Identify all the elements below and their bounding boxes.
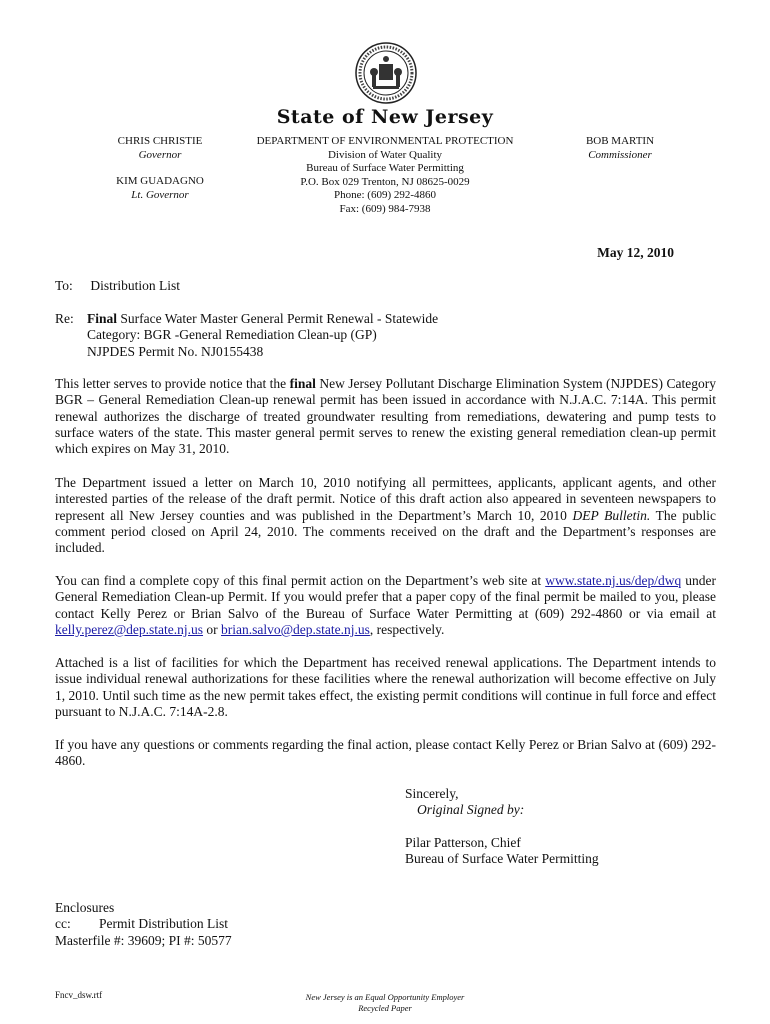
- cc-value: Permit Distribution List: [99, 916, 229, 932]
- paragraph-2: The Department issued a letter on March 10, 2010 notifying all permittees, applicants, applicant agents, and other interested parties of the release of the draft permit. Notice of this draft action also appeared in seventeen newspapers to represent all New Jersey counties and was published in the Department’s March 10, 2010 DEP Bulletin. The public comment period closed on April 24, 2010. The comments received on the draft and the Department’s responses are included.: [55, 475, 716, 556]
- commissioner-title: Commissioner: [588, 148, 652, 161]
- fax: Fax: (609) 984-7938: [339, 202, 431, 215]
- to-line: [55, 278, 180, 294]
- lt-governor-name: KIM GUADAGNO: [116, 175, 204, 187]
- letterhead-center: [235, 135, 535, 216]
- dwq-website-link[interactable]: www.state.nj.us/dep/dwq: [545, 573, 682, 588]
- to-label: To:: [55, 278, 73, 293]
- governor-title: Governor: [138, 148, 182, 161]
- letter-date: May 12, 2010: [597, 245, 674, 260]
- paragraph-4: Attached is a list of facilities for which the Department has received renewal applications. The Department intends to issue individual renewal authorizations for these facilities where the renewal authorization will become effective on July 1, 2010. Until such time as the new permit takes effect, the existing permit conditions will continue in full force and effect pursuant to N.J.A.C. 7:14A-2.8.: [55, 655, 716, 719]
- paragraph-3: You can find a complete copy of this final permit action on the Department’s web site at www.state.nj.us/dep/dwq under General Remediation Clean-up Permit. If you would prefer that a paper copy of the final permit be mailed to you, please contact Kelly Perez or Brian Salvo of the Bureau of Surface Water Permitting at (609) 292-4860 or via email at kelly.perez@dep.state.nj.us or brian.salvo@dep.state.nj.us, respectively.: [55, 573, 716, 637]
- phone: Phone: (609) 292-4860: [333, 189, 437, 201]
- re-line-1: Final Surface Water Master General Permit Renewal - Statewide: [87, 311, 439, 326]
- state-seal-icon: [355, 42, 417, 104]
- to-value: Distribution List: [90, 278, 181, 293]
- signature-block: [405, 786, 599, 867]
- re-block: [55, 311, 438, 360]
- cc-line: [55, 916, 232, 932]
- footer-line-1: New Jersey is an Equal Opportunity Employer: [305, 992, 465, 1002]
- governor-name: CHRIS CHRISTIE: [117, 135, 203, 147]
- footer-filename: Fncv_dsw.rtf: [55, 990, 103, 1000]
- enclosures-label: Enclosures: [55, 900, 115, 915]
- division-name: Division of Water Quality: [327, 148, 443, 161]
- commissioner-name: BOB MARTIN: [585, 135, 655, 147]
- closing: Sincerely,: [405, 786, 459, 801]
- re-line-3: NJPDES Permit No. NJ0155438: [87, 343, 264, 359]
- state-title: State of New Jersey: [276, 106, 494, 128]
- re-line-2: Category: BGR -General Remediation Clean-up (GP): [87, 327, 377, 343]
- department-name: DEPARTMENT OF ENVIRONMENTAL PROTECTION: [256, 135, 514, 147]
- letterhead-left: [80, 135, 240, 202]
- re-label: Re:: [55, 311, 74, 326]
- kelly-perez-email-link[interactable]: kelly.perez@dep.state.nj.us: [55, 621, 204, 637]
- footer-line-2: Recycled Paper: [358, 1003, 412, 1013]
- paragraph-1: This letter serves to provide notice that the final New Jersey Pollutant Discharge Elimination System (NJPDES) Category BGR – General Remediation Clean-up renewal permit has been issued in accordance with N.J.A.C. 7:14A. This permit renewal authorizes the discharge of treated groundwater resulting from remediations, dewatering and pump tests to surface waters of the state. This master general permit serves to renew the existing general remediation clean-up permit which expires on May 31, 2010.: [55, 376, 716, 457]
- cc-label: cc:: [55, 916, 71, 932]
- re-final: Final: [87, 311, 118, 326]
- signer-bureau: Bureau of Surface Water Permitting: [405, 850, 599, 866]
- letterhead-right: [540, 135, 700, 162]
- footer-note: [0, 992, 770, 1014]
- masterfile-line: Masterfile #: 39609; PI #: 50577: [55, 932, 232, 948]
- brian-salvo-email-link[interactable]: brian.salvo@dep.state.nj.us: [221, 621, 370, 637]
- address: P.O. Box 029 Trenton, NJ 08625-0029: [300, 175, 470, 188]
- signer-name: Pilar Patterson, Chief: [405, 834, 521, 850]
- original-signed: Original Signed by:: [417, 802, 525, 818]
- lt-governor-title: Lt. Governor: [131, 188, 189, 201]
- paragraph-5: If you have any questions or comments regarding the final action, please contact Kelly Perez or Brian Salvo at (609) 292-4860.: [55, 737, 716, 769]
- enclosures-block: [55, 900, 232, 949]
- bureau-name: Bureau of Surface Water Permitting: [306, 162, 464, 174]
